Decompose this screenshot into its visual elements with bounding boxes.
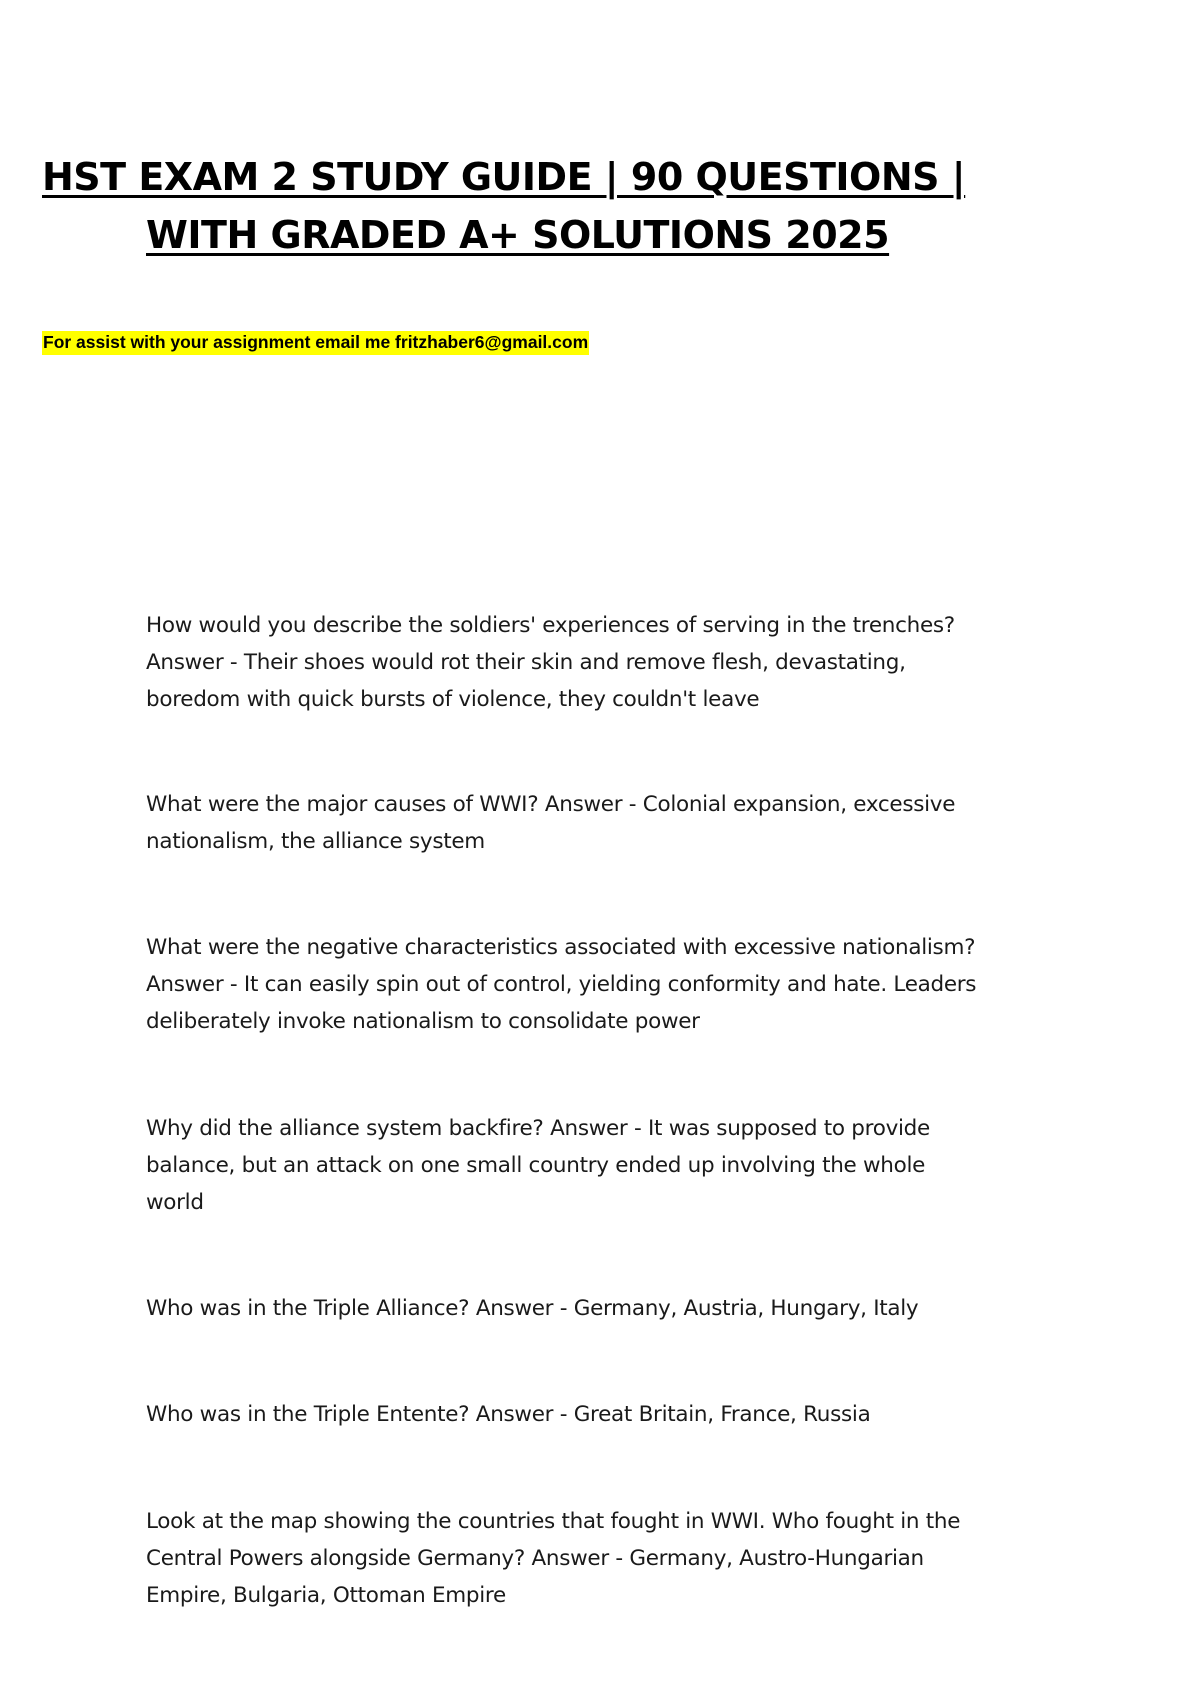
qa-line: Who was in the Triple Entente? Answer - Great Britain, France, Russia: [146, 1402, 871, 1427]
title-line-2: WITH GRADED A+ SOLUTIONS 2025: [146, 213, 890, 257]
qa-line: nationalism, the alliance system: [146, 829, 485, 854]
qa-item: [146, 1503, 1076, 1614]
qa-line: deliberately invoke nationalism to consolidate power: [146, 1009, 700, 1034]
contact-highlight: For assist with your assignment email me fritzhaber6@gmail.com: [42, 331, 589, 355]
qa-line: Answer - It can easily spin out of control, yielding conformity and hate. Leaders: [146, 972, 977, 997]
qa-line: Why did the alliance system backfire? Answer - It was supposed to provide: [146, 1116, 930, 1141]
qa-line: Look at the map showing the countries that fought in WWI. Who fought in the: [146, 1509, 961, 1534]
qa-line: Who was in the Triple Alliance? Answer - Germany, Austria, Hungary, Italy: [146, 1296, 919, 1321]
document-title: [42, 148, 1042, 264]
qa-line: What were the major causes of WWI? Answer - Colonial expansion, excessive: [146, 792, 956, 817]
qa-item: [146, 1290, 1076, 1327]
qa-line: Central Powers alongside Germany? Answer - Germany, Austro-Hungarian: [146, 1546, 924, 1571]
qa-item: [146, 607, 1076, 718]
qa-line: How would you describe the soldiers' experiences of serving in the trenches?: [146, 613, 955, 638]
qa-line: boredom with quick bursts of violence, they couldn't leave: [146, 687, 760, 712]
qa-line: balance, but an attack on one small country ended up involving the whole: [146, 1153, 926, 1178]
qa-item: [146, 929, 1076, 1040]
qa-line: What were the negative characteristics associated with excessive nationalism?: [146, 935, 976, 960]
qa-line: world: [146, 1190, 204, 1215]
qa-item: [146, 1396, 1076, 1433]
qa-line: Answer - Their shoes would rot their skin and remove flesh, devastating,: [146, 650, 906, 675]
qa-item: [146, 786, 1076, 860]
qa-item: [146, 1110, 1076, 1221]
title-line-1: HST EXAM 2 STUDY GUIDE | 90 QUESTIONS |: [42, 155, 966, 199]
qa-line: Empire, Bulgaria, Ottoman Empire: [146, 1583, 506, 1608]
